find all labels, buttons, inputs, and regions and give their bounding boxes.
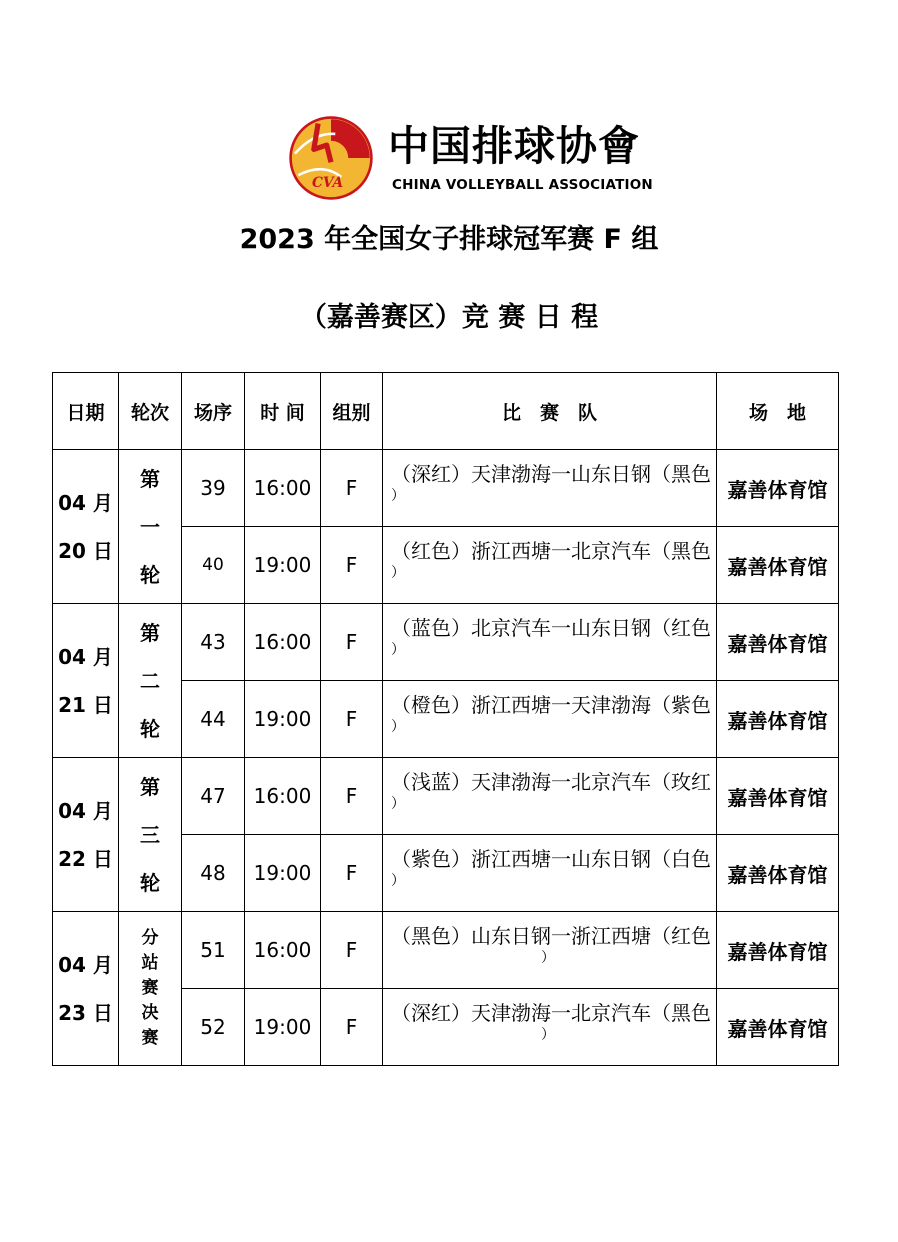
date-cell: 04 月 23 日 [53,912,119,1066]
header-round: 轮次 [119,373,182,450]
svg-text:CVA: CVA [311,175,344,192]
header-teams: 比 赛 队 [383,373,717,450]
match-group: F [321,450,383,527]
association-name-en: CHINA VOLLEYBALL ASSOCIATION [392,177,653,193]
match-group: F [321,681,383,758]
match-time: 19:00 [245,681,321,758]
match-time: 16:00 [245,758,321,835]
table-row [53,912,839,989]
match-venue: 嘉善体育馆 [717,835,839,912]
header-match-no: 场序 [182,373,245,450]
table-row [53,758,839,835]
header-time: 时 间 [245,373,321,450]
match-time: 16:00 [245,912,321,989]
header-venue: 场 地 [717,373,839,450]
match-teams: （黑色）山东日钢一浙江西塘（红色 ） [383,912,717,989]
match-group: F [321,604,383,681]
match-no: 39 [182,450,245,527]
table-row [53,604,839,681]
match-time: 16:00 [245,604,321,681]
table-row [53,450,839,527]
match-no: 44 [182,681,245,758]
match-time: 16:00 [245,450,321,527]
header-date: 日期 [53,373,119,450]
round-cell: 第 一 轮 [119,450,182,604]
match-teams: （红色）浙江西塘一北京汽车（黑色 ） [383,527,717,604]
match-teams: （橙色）浙江西塘一天津渤海（紫色 ） [383,681,717,758]
page-title: 2023 年全国女子排球冠军赛 F 组 [239,224,659,255]
round-cell: 分 站 赛 决 赛 [119,912,182,1066]
match-time: 19:00 [245,835,321,912]
match-teams: （蓝色）北京汽车一山东日钢（红色 ） [383,604,717,681]
match-venue: 嘉善体育馆 [717,450,839,527]
match-no: 47 [182,758,245,835]
match-venue: 嘉善体育馆 [717,604,839,681]
date-cell: 04 月 20 日 [53,450,119,604]
match-teams: （深红）天津渤海一北京汽车（黑色 ） [383,989,717,1066]
match-time: 19:00 [245,989,321,1066]
page-subtitle: （嘉善赛区）竞 赛 日 程 [299,302,599,333]
match-venue: 嘉善体育馆 [717,527,839,604]
match-no: 48 [182,835,245,912]
match-venue: 嘉善体育馆 [717,758,839,835]
round-cell: 第 二 轮 [119,604,182,758]
cva-logo [288,112,653,204]
match-group: F [321,989,383,1066]
volleyball-emblem-icon [288,115,374,201]
match-venue: 嘉善体育馆 [717,989,839,1066]
match-teams: （浅蓝）天津渤海一北京汽车（玫红 ） [383,758,717,835]
match-group: F [321,835,383,912]
match-no: 43 [182,604,245,681]
date-cell: 04 月 22 日 [53,758,119,912]
match-no: 51 [182,912,245,989]
match-group: F [321,758,383,835]
table-header-row [53,373,839,450]
match-group: F [321,527,383,604]
match-no: 40 [182,527,245,604]
date-cell: 04 月 21 日 [53,604,119,758]
schedule-table [52,372,839,1066]
header-group: 组别 [321,373,383,450]
match-venue: 嘉善体育馆 [717,912,839,989]
match-time: 19:00 [245,527,321,604]
match-venue: 嘉善体育馆 [717,681,839,758]
match-teams: （深红）天津渤海一山东日钢（黑色 ） [383,450,717,527]
match-teams: （紫色）浙江西塘一山东日钢（白色 ） [383,835,717,912]
match-no: 52 [182,989,245,1066]
association-name-cn: 中国排球协會 [388,122,640,170]
round-cell: 第 三 轮 [119,758,182,912]
match-group: F [321,912,383,989]
